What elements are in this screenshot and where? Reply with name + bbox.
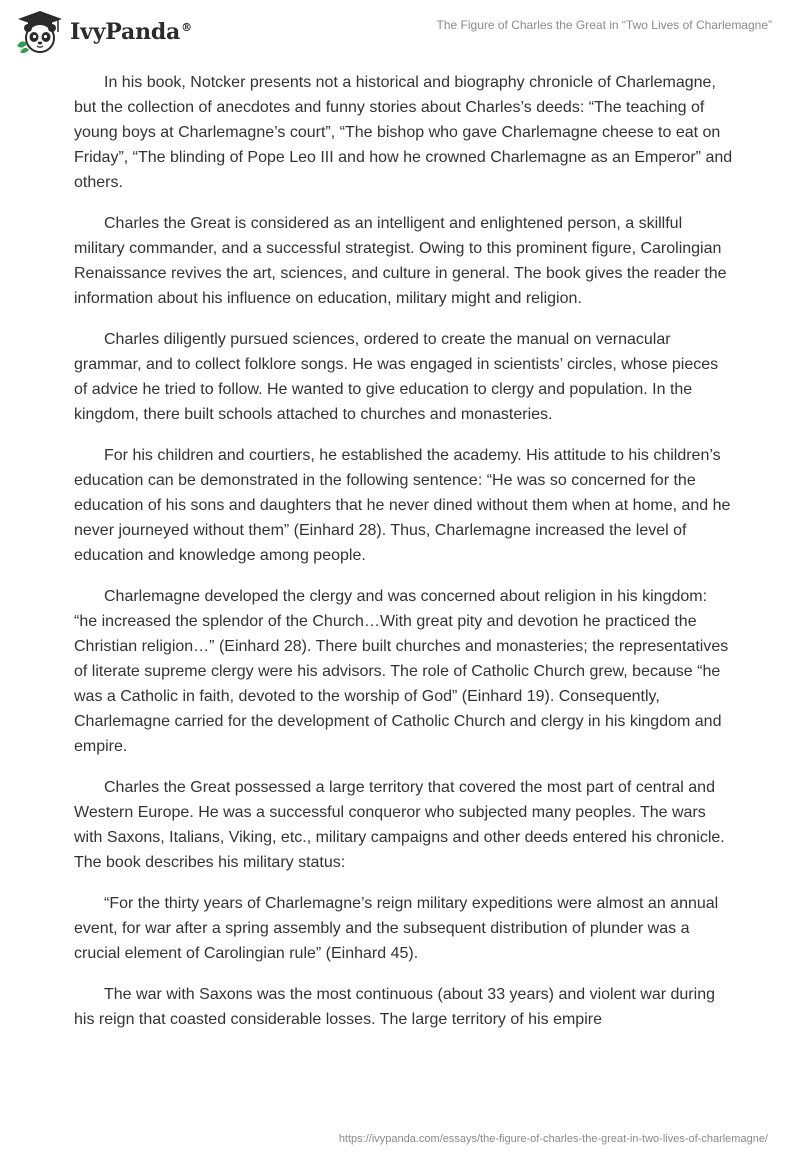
paragraph: The war with Saxons was the most continuous (about 33 years) and violent war during his reign that coasted considerable losses. The large territory of his empire bbox=[74, 986, 715, 1028]
paragraph: Charlemagne developed the clergy and was concerned about religion in his kingdom: “he increased the splendor of the Church…With great pity and devotion he practiced the Christian religion…” (Einhard 28). There built churches and monasteries; the representatives of literate supreme clergy were his advisors. The role of Catholic Church grew, because “he was a Catholic in faith, devoted to the worship of God” (Einhard 19). Consequently, Charlemagne carried for the development of Catholic Church and clergy in his kingdom and empire. bbox=[74, 588, 729, 755]
paragraph: For his children and courtiers, he established the academy. His attitude to his children’s education can be demonstrated in the following sentence: “He was so concerned for the education of his sons and daughters that he never dined without them when at home, and he never journeyed without them” (Einhard 28). Thus, Charlemagne increased the level of education and knowledge among people. bbox=[74, 447, 731, 564]
paragraph: Charles the Great is considered as an intelligent and enlightened person, a skillful military commander, and a successful strategist. Owing to this prominent figure, Carolingian Renaissance revives the art, sciences, and culture in general. The book gives the reader the information about his influence on education, military might and religion. bbox=[74, 215, 727, 307]
paragraph: Charles the Great possessed a large territory that covered the most part of central and Western Europe. He was a successful conqueror who subjected many peoples. The wars with Saxons, Italians, Viking, etc., military campaigns and other deeds entered his chronicle. The book describes his military status: bbox=[74, 779, 725, 871]
registered-mark: ® bbox=[181, 20, 192, 34]
paragraph: Charles diligently pursued sciences, ordered to create the manual on vernacular grammar, and to collect folklore songs. He was engaged in scientists’ circles, whose pieces of advice he tried to follow. He wanted to give education to clergy and population. In the kingdom, there built schools attached to churches and monasteries. bbox=[74, 331, 719, 423]
paragraph: In his book, Notcker presents not a historical and biography chronicle of Charlemagne, but the collection of anecdotes and funny stories about Charles’s deeds: “The teaching of young boys at Charlemagne’s court”, “The bishop who gave Charlemagne cheese to eat on Friday”, “The blinding of Pope Leo III and how he crowned Charlemagne as an Emperor” and others. bbox=[74, 74, 733, 191]
brand-name bbox=[70, 19, 192, 45]
source-url-link[interactable]: https://ivypanda.com/essays/the-figure-of-charles-the-great-in-two-lives-of-charlemagne/ bbox=[338, 1133, 768, 1145]
ivypanda-logo[interactable] bbox=[14, 8, 192, 56]
brand-text: IvyPanda bbox=[70, 19, 181, 45]
essay-body bbox=[74, 70, 734, 1048]
graduation-panda-icon bbox=[14, 8, 66, 56]
block-quote: “For the thirty years of Charlemagne’s reign military expeditions were almost an annual event, for war after a spring assembly and the subsequent distribution of plunder was a crucial element of Carolingian rule” (Einhard 45). bbox=[74, 895, 719, 962]
page-header bbox=[0, 0, 800, 60]
document-title: The Figure of Charles the Great in “Two Lives of Charlemagne” bbox=[436, 18, 772, 32]
